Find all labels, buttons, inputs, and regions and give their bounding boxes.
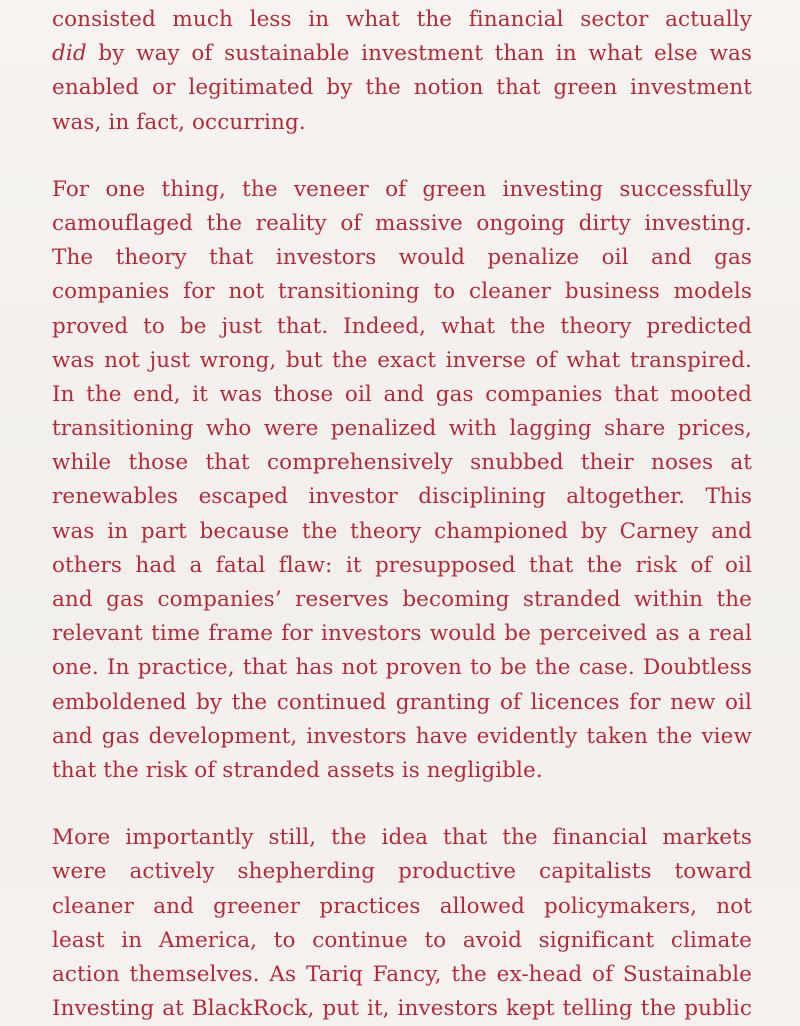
paragraph-1 bbox=[52, 3, 752, 140]
text-line: others had a fatal flaw: it presupposed that the risk of oil bbox=[52, 552, 752, 578]
text-line: companies for not transitioning to cleaner business models bbox=[52, 279, 752, 305]
text-line: one. In practice, that has not proven to be the case. Doubtless bbox=[52, 655, 752, 681]
text-line: More importantly still, the idea that the financial markets bbox=[52, 825, 752, 851]
text-line: was not just wrong, but the exact inverse of what transpired. bbox=[52, 347, 752, 373]
text-line: proved to be just that. Indeed, what the theory predicted bbox=[52, 313, 752, 339]
text-line: transitioning who were penalized with lagging share prices, bbox=[52, 416, 752, 442]
text-line: consisted much less in what the financial sector actually bbox=[52, 7, 752, 32]
text-line: emboldened by the continued granting of licences for new oil bbox=[52, 689, 752, 715]
text-line: enabled or legitimated by the notion that green investment bbox=[52, 75, 752, 101]
text-line: camouflaged the reality of massive ongoing dirty investing. bbox=[52, 210, 752, 236]
text-line: action themselves. As Tariq Fancy, the ex-head of Sustainable bbox=[52, 961, 752, 987]
text-line: cleaner and greener practices allowed policymakers, not bbox=[52, 893, 752, 919]
text-line: was in part because the theory championed by Carney and bbox=[52, 518, 752, 544]
line-remainder: by way of sustainable investment than in what else was bbox=[86, 41, 752, 67]
page-text bbox=[52, 0, 752, 1022]
text-line: renewables escaped investor disciplining altogether. This bbox=[52, 484, 752, 510]
text-line: The theory that investors would penalize oil and gas bbox=[52, 245, 752, 271]
italic-emphasis: did bbox=[52, 41, 87, 67]
text-line: while those that comprehensively snubbed their noses at bbox=[52, 450, 752, 476]
paragraph-2 bbox=[52, 173, 752, 788]
text-line: least in America, to continue to avoid significant climate bbox=[52, 927, 752, 953]
text-line-cut-off: Investing at BlackRock, put it, investors kept telling the public bbox=[52, 996, 752, 1022]
paragraph-3 bbox=[52, 821, 752, 1022]
text-line: and gas development, investors have evidently taken the view bbox=[52, 723, 752, 749]
text-line-with-italic bbox=[52, 37, 752, 71]
text-line: was, in fact, occurring. bbox=[52, 109, 306, 135]
paragraph-gap bbox=[52, 788, 752, 822]
paragraph-gap bbox=[52, 140, 752, 174]
text-line: were actively shepherding productive capitalists toward bbox=[52, 859, 752, 885]
text-line: In the end, it was those oil and gas companies that mooted bbox=[52, 381, 752, 407]
text-line: and gas companies’ reserves becoming stranded within the bbox=[52, 587, 752, 612]
text-line: relevant time frame for investors would be perceived as a real bbox=[52, 621, 752, 647]
text-line: that the risk of stranded assets is negligible. bbox=[52, 757, 543, 783]
text-line: For one thing, the veneer of green investing successfully bbox=[52, 176, 752, 202]
